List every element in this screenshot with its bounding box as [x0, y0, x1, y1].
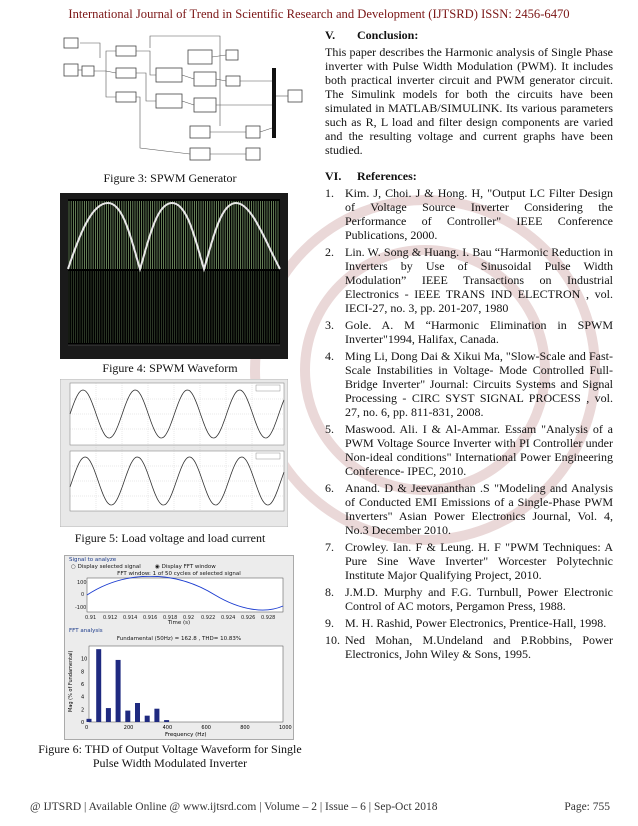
reference-number: 6.	[325, 481, 334, 495]
figure-3-caption: Figure 3: SPWM Generator	[103, 171, 237, 185]
fft-window-plot	[65, 576, 293, 624]
references-heading: VI. References:	[325, 169, 417, 183]
right-column	[325, 28, 613, 664]
x-tick-label: 200	[123, 725, 134, 731]
reference-text: Gole. A. M “Harmonic Elimination in SPWM Inverter"1994, Halifax, Canada.	[345, 318, 613, 346]
svg-text:0.918: 0.918	[163, 615, 178, 621]
fft-bar	[87, 719, 92, 722]
display-selected-signal-option[interactable]: ○ Display selected signal	[71, 564, 141, 570]
fft-bar	[164, 720, 169, 722]
fft-window-title: FFT window: 1 of 50 cycles of selected signal	[117, 571, 241, 577]
y-tick-label: 8	[81, 669, 85, 676]
fft-bar	[116, 660, 121, 722]
figure-6-caption: Figure 6: THD of Output Voltage Waveform for Single Pulse Width Modulated Inverter	[38, 742, 302, 770]
fft-analysis-label: FFT analysis	[69, 628, 103, 634]
reference-number: 2.	[325, 245, 334, 259]
reference-text: Crowley. Ian. F & Leung. H. F "PWM Techniques: A Pure Sine Wave Inverter" Worcester Polytechnic Institute Major Qualifying Project, 2010.	[345, 540, 613, 582]
reference-item	[325, 422, 613, 478]
svg-text:0.91: 0.91	[85, 615, 97, 621]
svg-text:0.916: 0.916	[143, 615, 158, 621]
conclusion-heading: V. Conclusion:	[325, 28, 419, 42]
time-axis-label: Time (s)	[167, 620, 191, 626]
references-list	[325, 186, 613, 661]
svg-text:0.912: 0.912	[103, 615, 118, 621]
reference-number: 1.	[325, 186, 334, 200]
reference-number: 7.	[325, 540, 334, 554]
figure-4-caption: Figure 4: SPWM Waveform	[102, 361, 238, 375]
reference-text: Kim. J, Choi. J & Hong. H, "Output LC Filter Design of Voltage Source Inverter Considering the Performance of Controller" IEEE Conference Publications, 2000.	[345, 186, 613, 242]
fft-bar-chart	[65, 642, 293, 739]
reference-item	[325, 318, 613, 346]
x-axis-label: Frequency (Hz)	[165, 732, 207, 738]
fft-bar	[135, 703, 140, 722]
x-tick-label: 0	[85, 725, 89, 731]
reference-text: Ned Mohan, M.Undeland and P.Robbins, Power Electronics, John Wiley & Sons, 1995.	[345, 633, 613, 661]
reference-item	[325, 349, 613, 419]
fft-bar	[125, 711, 130, 722]
running-header: International Journal of Trend in Scientific Research and Development (IJTSRD) ISSN: 2456-6470	[68, 7, 570, 21]
y-tick-label: 10	[81, 656, 88, 663]
reference-item	[325, 245, 613, 315]
fft-bar	[145, 716, 150, 722]
reference-text: M. H. Rashid, Power Electronics, Prentice-Hall, 1998.	[345, 616, 607, 630]
svg-text:100: 100	[77, 580, 87, 586]
x-tick-label: 600	[201, 725, 211, 731]
page-number: Page: 755	[564, 801, 610, 813]
reference-item	[325, 540, 613, 582]
y-tick-label: 4	[81, 694, 85, 701]
reference-text: Ming Li, Dong Dai & Xikui Ma, "Slow-Scale and Fast-Scale Instabilities in Voltage- Mode Controlled Full-Bridge Inverter" Journal: Circuits Systems and Signal Processing - CIRC SYST SIGNAL PROCESS , vol. 27, no. 6, pp. 811-831, 2008.	[345, 349, 613, 419]
fft-bar	[106, 708, 111, 722]
figure-5-load-voltage-current	[60, 379, 288, 527]
svg-text:0: 0	[81, 592, 85, 598]
y-tick-label: 0	[81, 720, 85, 726]
fft-bar	[154, 709, 159, 722]
svg-text:0.926: 0.926	[241, 615, 256, 621]
figure-5-caption: Figure 5: Load voltage and load current	[74, 531, 266, 545]
reference-number: 5.	[325, 422, 334, 436]
reference-text: Maswood. Ali. I & Al-Ammar. Essam "Analysis of a PWM Voltage Source Inverter with PI Controller under Non-ideal conditions" International Power Engineering Conference- IPEC, 2010.	[345, 422, 613, 478]
reference-item	[325, 481, 613, 537]
reference-text: Lin. W. Song & Huang. I. Bau “Harmonic Reduction in Inverters by Use of Sinusoidal Pulse Width Modulation” IEEE Transactions on Industrial Electronics - IEEE TRANS IND ELECTRON , vol. IECI-27, no. 3, pp. 201-207, 1980	[345, 245, 613, 315]
x-tick-label: 400	[162, 725, 173, 731]
reference-number: 4.	[325, 349, 334, 363]
reference-number: 8.	[325, 585, 334, 599]
y-axis-label: Mag (% of Fundamental)	[68, 650, 74, 712]
page-footer	[30, 801, 610, 813]
svg-text:0.914: 0.914	[123, 615, 138, 621]
svg-text:0.92: 0.92	[183, 615, 195, 621]
svg-text:0.928: 0.928	[261, 615, 276, 621]
x-tick-label: 800	[240, 725, 250, 731]
svg-text:-100: -100	[75, 605, 87, 611]
reference-text: Anand. D & Jeevananthan .S "Modeling and Analysis of Conducted EMI Emissions of a Single-Phase PWM Inverters" Asian Power Electronics Journal, Vol. 4, No.3 December 2010.	[345, 481, 613, 537]
reference-item	[325, 585, 613, 613]
fft-bar	[96, 649, 101, 722]
left-column	[30, 28, 310, 770]
reference-text: J.M.D. Murphy and F.G. Turnbull, Power Electronic Control of AC motors, Pergamon Press, 1988.	[345, 585, 613, 613]
y-tick-label: 2	[81, 707, 85, 714]
figure-3-spwm-generator-diagram	[60, 28, 310, 168]
figure-6-fft-panel	[64, 555, 294, 740]
footer-info: @ IJTSRD | Available Online @ www.ijtsrd.com | Volume – 2 | Issue – 6 | Sep-Oct 2018	[30, 801, 438, 813]
reference-number: 10.	[325, 633, 340, 647]
conclusion-text: This paper describes the Harmonic analysis of Single Phase inverter with Pulse Width Modulation (PWM). It includes both practical inverter circuit and PWM generator circuit. The Simulink models for both the circuits have been simulated in MATLAB/SIMULINK. Its various parameters such as R, L load and filter design components are varied and the resulting voltage and current graphs have been studied.	[325, 45, 613, 157]
x-tick-label: 1000	[279, 725, 292, 731]
display-fft-window-option[interactable]: ◉ Display FFT window	[155, 564, 216, 570]
reference-item	[325, 186, 613, 242]
reference-item	[325, 616, 613, 630]
fundamental-thd-text: Fundamental (50Hz) = 162.8 , THD= 10.83%	[116, 636, 242, 642]
reference-item	[325, 633, 613, 661]
svg-text:0.924: 0.924	[221, 615, 236, 621]
figure-4-spwm-waveform	[60, 193, 288, 359]
y-tick-label: 6	[81, 682, 85, 688]
signal-to-analyze-label: Signal to analyze	[69, 557, 117, 563]
svg-text:0.922: 0.922	[201, 615, 216, 621]
reference-number: 9.	[325, 616, 334, 630]
reference-number: 3.	[325, 318, 334, 332]
